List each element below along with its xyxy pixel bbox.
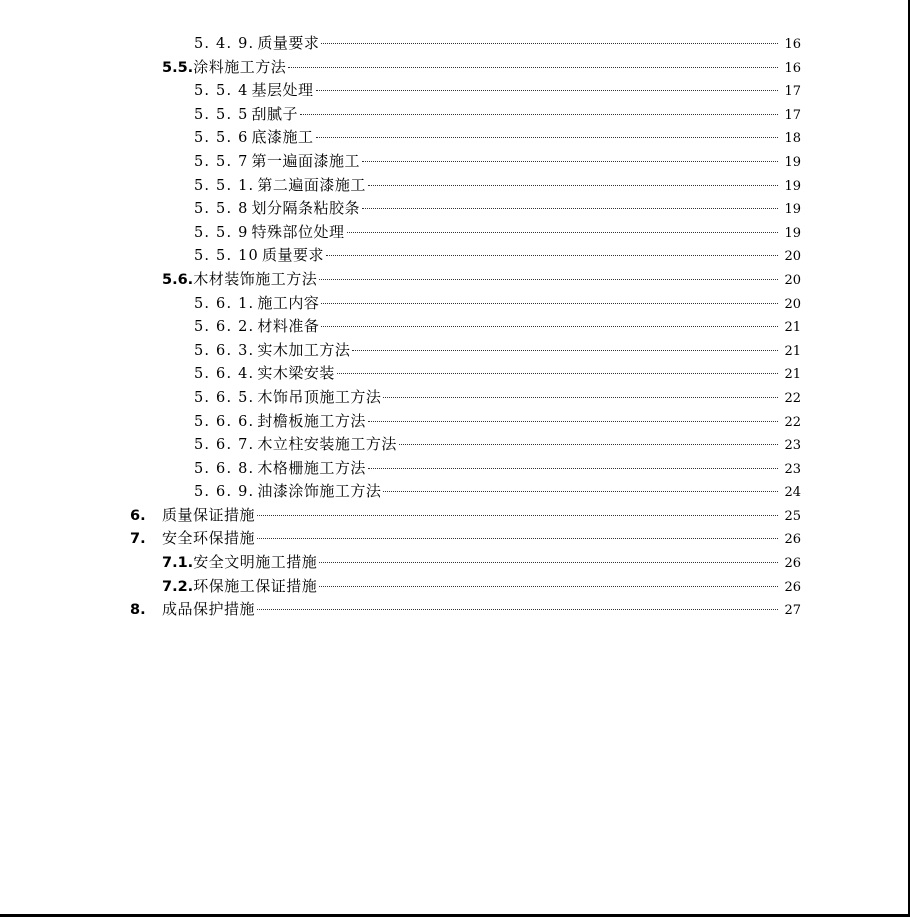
toc-entry-number: 7.2. xyxy=(162,578,194,595)
toc-entry-title: 木立柱安装施工方法 xyxy=(257,435,397,454)
toc-entry-title: 安全文明施工措施 xyxy=(193,553,318,572)
toc-entry-title: 质量要求 xyxy=(257,34,320,52)
toc-entry[interactable] xyxy=(0,527,910,551)
toc-leader-dots xyxy=(347,231,778,233)
toc-entry-page-number: 20 xyxy=(784,296,801,312)
toc-entry-number: 5. 6. 7. xyxy=(194,437,255,454)
toc-entry[interactable] xyxy=(0,362,910,386)
toc-entry-title: 底漆施工 xyxy=(251,128,314,147)
toc-leader-dots xyxy=(352,349,778,351)
toc-entry-page-number: 17 xyxy=(784,84,801,100)
toc-entry-number: 5. 4. 9. xyxy=(194,36,255,52)
toc-entry-page-number: 22 xyxy=(784,414,801,430)
toc-entry[interactable] xyxy=(0,56,910,80)
toc-entry[interactable] xyxy=(0,79,910,103)
toc-entry-page-number: 26 xyxy=(784,532,801,548)
toc-entry-page-number: 19 xyxy=(784,178,801,194)
toc-entry[interactable] xyxy=(0,150,910,174)
toc-entry[interactable] xyxy=(0,339,910,363)
toc-entry[interactable] xyxy=(0,480,910,504)
toc-leader-dots xyxy=(337,372,778,374)
toc-entry[interactable] xyxy=(0,315,910,339)
toc-leader-dots xyxy=(326,254,778,256)
toc-entry-number: 7. xyxy=(130,531,146,548)
toc-entry-title: 刮腻子 xyxy=(251,104,299,123)
toc-entry-title: 木格栅施工方法 xyxy=(257,458,366,477)
toc-entry-title: 环保施工保证措施 xyxy=(193,576,318,595)
toc-leader-dots xyxy=(319,561,778,563)
toc-entry[interactable] xyxy=(0,598,910,622)
toc-entry-page-number: 21 xyxy=(784,320,801,336)
table-of-contents xyxy=(0,32,910,622)
toc-entry-page-number: 26 xyxy=(784,556,801,572)
toc-entry-number: 5. 6. 6. xyxy=(194,413,255,430)
toc-entry[interactable] xyxy=(0,504,910,528)
toc-leader-dots xyxy=(383,396,778,398)
toc-entry-page-number: 17 xyxy=(784,107,801,123)
toc-entry-number: 5. 5. 4 xyxy=(194,83,249,100)
toc-leader-dots xyxy=(300,113,778,115)
toc-entry-page-number: 19 xyxy=(784,154,801,170)
toc-leader-dots xyxy=(362,207,778,209)
toc-entry-title: 实木梁安装 xyxy=(257,364,335,383)
toc-leader-dots xyxy=(257,537,778,539)
toc-entry-number: 5. 5. 6 xyxy=(194,130,249,147)
toc-entry-number: 5. 6. 1. xyxy=(194,295,255,312)
toc-entry-number: 5. 5. 1. xyxy=(194,177,255,194)
toc-entry-number: 5. 6. 2. xyxy=(194,319,255,336)
toc-entry-number: 5. 5. 10 xyxy=(194,248,259,265)
toc-leader-dots xyxy=(368,467,778,469)
toc-entry-page-number: 24 xyxy=(784,485,801,501)
toc-entry-number: 5. 5. 7 xyxy=(194,153,249,170)
toc-entry[interactable] xyxy=(0,174,910,198)
toc-entry-title: 第二遍面漆施工 xyxy=(257,175,366,194)
toc-entry[interactable] xyxy=(0,433,910,457)
toc-entry-page-number: 18 xyxy=(784,131,801,147)
toc-entry-title: 质量要求 xyxy=(261,246,324,265)
toc-leader-dots xyxy=(316,89,778,91)
toc-entry-number: 5. 6. 3. xyxy=(194,342,255,359)
toc-entry-page-number: 26 xyxy=(784,579,801,595)
toc-entry-title: 材料准备 xyxy=(257,317,320,336)
toc-entry-number: 5.6. xyxy=(162,271,194,288)
toc-entry-page-number: 21 xyxy=(784,367,801,383)
toc-entry[interactable] xyxy=(0,268,910,292)
toc-entry-page-number: 20 xyxy=(784,272,801,288)
toc-entry-number: 5. 6. 9. xyxy=(194,484,255,501)
toc-leader-dots xyxy=(399,443,778,445)
toc-leader-dots xyxy=(321,325,778,327)
toc-leader-dots xyxy=(383,490,778,492)
toc-entry-page-number: 16 xyxy=(784,37,801,52)
toc-entry-number: 5. 5. 8 xyxy=(194,201,249,218)
toc-entry-page-number: 23 xyxy=(784,438,801,454)
toc-entry-number: 5.5. xyxy=(162,59,194,76)
toc-entry-number: 7.1. xyxy=(162,555,194,572)
toc-entry-number: 5. 6. 5. xyxy=(194,389,255,406)
toc-entry-number: 6. xyxy=(130,507,146,524)
toc-leader-dots xyxy=(288,66,778,68)
toc-entry-title: 第一遍面漆施工 xyxy=(251,151,361,170)
toc-entry-title: 基层处理 xyxy=(251,81,314,100)
toc-leader-dots xyxy=(321,302,778,304)
toc-entry-page-number: 27 xyxy=(784,603,801,619)
toc-entry-number: 5. 5. 5 xyxy=(194,106,249,123)
toc-entry[interactable] xyxy=(0,244,910,268)
toc-entry-number: 5. 6. 8. xyxy=(194,460,255,477)
toc-entry[interactable] xyxy=(0,292,910,316)
toc-entry-title: 安全环保措施 xyxy=(162,529,256,548)
toc-entry-title: 成品保护措施 xyxy=(162,600,256,619)
toc-leader-dots xyxy=(257,514,778,516)
toc-entry[interactable] xyxy=(0,551,910,575)
toc-entry[interactable] xyxy=(0,410,910,434)
toc-entry[interactable] xyxy=(0,386,910,410)
toc-entry-page-number: 20 xyxy=(784,249,801,265)
toc-entry-number: 5. 5. 9 xyxy=(194,224,249,241)
toc-entry-title: 划分隔条粘胶条 xyxy=(251,199,361,218)
toc-entry-page-number: 16 xyxy=(784,60,801,76)
toc-entry-number: 8. xyxy=(130,602,146,619)
toc-entry-number: 5. 6. 4. xyxy=(194,366,255,383)
toc-leader-dots xyxy=(362,160,778,162)
toc-entry-page-number: 25 xyxy=(784,508,801,524)
toc-entry-page-number: 22 xyxy=(784,390,801,406)
toc-entry-page-number: 21 xyxy=(784,343,801,359)
toc-leader-dots xyxy=(319,585,778,587)
toc-entry[interactable] xyxy=(0,32,910,56)
toc-leader-dots xyxy=(321,42,778,44)
toc-leader-dots xyxy=(319,278,778,280)
toc-entry-title: 涂料施工方法 xyxy=(193,57,287,76)
toc-entry-title: 质量保证措施 xyxy=(162,505,256,524)
toc-entry-page-number: 23 xyxy=(784,461,801,477)
toc-entry-title: 油漆涂饰施工方法 xyxy=(257,482,382,501)
toc-entry[interactable] xyxy=(0,126,910,150)
toc-entry-title: 施工内容 xyxy=(257,293,320,312)
toc-leader-dots xyxy=(368,420,778,422)
toc-leader-dots xyxy=(368,184,778,186)
toc-entry-title: 特殊部位处理 xyxy=(251,222,345,241)
toc-entry-page-number: 19 xyxy=(784,225,801,241)
toc-entry-title: 实木加工方法 xyxy=(257,340,351,359)
toc-entry-page-number: 19 xyxy=(784,202,801,218)
toc-entry-title: 封檐板施工方法 xyxy=(257,411,366,430)
toc-leader-dots xyxy=(316,136,778,138)
toc-entry[interactable] xyxy=(0,221,910,245)
toc-entry[interactable] xyxy=(0,457,910,481)
toc-entry-title: 木饰吊顶施工方法 xyxy=(257,387,382,406)
toc-entry[interactable] xyxy=(0,197,910,221)
toc-entry-title: 木材装饰施工方法 xyxy=(193,269,318,288)
toc-leader-dots xyxy=(257,608,778,610)
toc-entry[interactable] xyxy=(0,575,910,599)
toc-entry[interactable] xyxy=(0,103,910,127)
